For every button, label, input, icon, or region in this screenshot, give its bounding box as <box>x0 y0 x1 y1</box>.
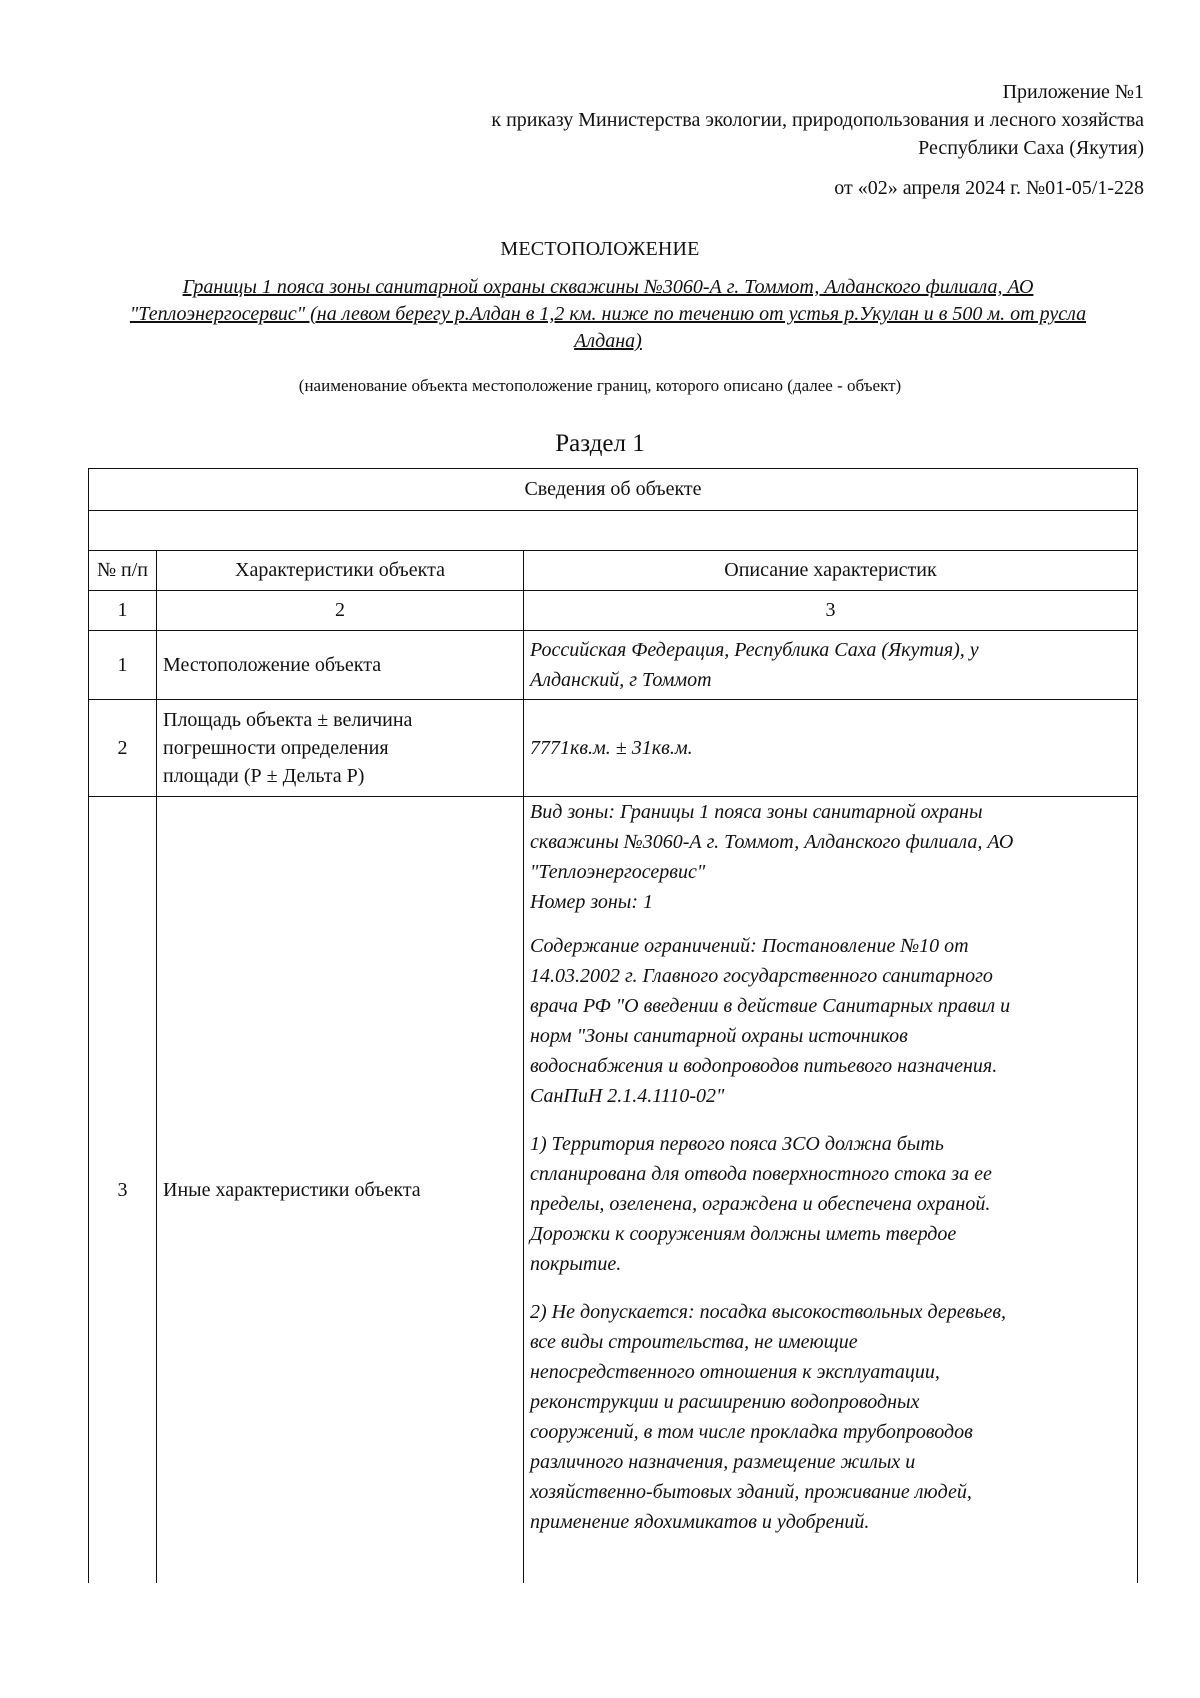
characteristic-line: площади (Р ± Дельта Р) <box>163 765 365 787</box>
description-line: СанПиН 2.1.4.1110-02" <box>530 1085 725 1107</box>
order-header <box>244 78 1144 202</box>
table-blank-row <box>89 511 1138 551</box>
table-row <box>89 631 1138 700</box>
description-line: применение ядохимикатов и удобрений. <box>530 1511 870 1533</box>
description-line: пределы, озеленена, ограждена и обеспечена охраной. <box>530 1193 991 1215</box>
row-description <box>524 631 1138 700</box>
description-line: хозяйственно-бытовых зданий, проживание людей, <box>530 1481 972 1503</box>
object-info-table <box>88 468 1138 1583</box>
row-characteristic: Местоположение объекта <box>157 631 524 700</box>
appendix-label: Приложение №1 <box>1002 81 1144 103</box>
document-title: МЕСТОПОЛОЖЕНИЕ <box>500 238 700 260</box>
restrictions <box>530 931 1131 1111</box>
description-line: Содержание ограничений: Постановление №10 от <box>530 935 969 957</box>
section-title: Раздел 1 <box>555 430 645 457</box>
row-description <box>524 797 1138 1584</box>
object-name <box>78 274 1138 355</box>
row-characteristic: Иные характеристики объекта <box>157 797 524 1584</box>
description-line: спланирована для отвода поверхностного стока за ее <box>530 1163 992 1185</box>
row-description: 7771кв.м. ± 31кв.м. <box>524 700 1138 797</box>
column-index: 1 <box>89 591 157 631</box>
description-line: Вид зоны: Границы 1 пояса зоны санитарной охраны <box>530 801 983 823</box>
restriction-item-1 <box>530 1129 1131 1279</box>
description-line: водоснабжения и водопроводов питьевого назначения. <box>530 1055 998 1077</box>
description-line: "Теплоэнергосервис" <box>530 861 706 883</box>
description-line: Российская Федерация, Республика Саха (Якутия), у <box>530 639 979 661</box>
object-caption: (наименование объекта местоположение границ, которого описано (далее - объект) <box>298 376 902 395</box>
row-num: 3 <box>89 797 157 1584</box>
zone-number: Номер зоны: 1 <box>530 891 653 913</box>
object-name-line: Границы 1 пояса зоны санитарной охраны скважины №3060-А г. Томмот, Алданского филиала, АО <box>182 276 1034 298</box>
header-num: № п/п <box>89 551 157 591</box>
description-line: реконструкции и расширению водопроводных <box>530 1391 920 1413</box>
table-caption-row <box>89 469 1138 511</box>
characteristic-line: погрешности определения <box>163 737 389 759</box>
object-name-line: Алдана) <box>574 330 642 352</box>
column-index: 3 <box>524 591 1138 631</box>
description-line: 14.03.2002 г. Главного государственного санитарного <box>530 965 993 987</box>
order-date: от «02» апреля 2024 г. №01-05/1-228 <box>834 177 1144 199</box>
column-index-row <box>89 591 1138 631</box>
description-line: все виды строительства, не имеющие <box>530 1331 858 1353</box>
column-index: 2 <box>157 591 524 631</box>
row-num: 1 <box>89 631 157 700</box>
description-line: Дорожки к сооружениям должны иметь твердое <box>530 1223 957 1245</box>
description-line: покрытие. <box>530 1253 622 1275</box>
description-line: сооружений, в том числе прокладка трубопроводов <box>530 1421 973 1443</box>
description-line: врача РФ "О введении в действие Санитарных правил и <box>530 995 1011 1017</box>
description-line: скважины №3060-А г. Томмот, Алданского филиала, АО <box>530 831 1014 853</box>
description-line: норм "Зоны санитарной охраны источников <box>530 1025 908 1047</box>
zone-type <box>530 797 1131 887</box>
ministry-republic: Республики Саха (Якутия) <box>918 137 1144 159</box>
header-description: Описание характеристик <box>524 551 1138 591</box>
blank-cell <box>89 511 1138 551</box>
description-line: Алданский, г Томмот <box>530 669 712 691</box>
restriction-item-2 <box>530 1297 1131 1537</box>
table-row <box>89 797 1138 1584</box>
table-header-row <box>89 551 1138 591</box>
object-name-line: "Теплоэнергосервис" (на левом берегу р.Алдан в 1,2 км. ниже по течению от устья р.Укулан и в 500 м. от русла <box>129 303 1087 325</box>
row-characteristic <box>157 700 524 797</box>
description-line: различного назначения, размещение жилых и <box>530 1451 916 1473</box>
characteristic-line: Площадь объекта ± величина <box>163 709 413 731</box>
order-reference: к приказу Министерства экологии, природопользования и лесного хозяйства <box>491 109 1144 131</box>
description-line: 2) Не допускается: посадка высокоствольных деревьев, <box>530 1301 1006 1323</box>
description-line: 1) Территория первого пояса ЗСО должна быть <box>530 1133 944 1155</box>
table-caption: Сведения об объекте <box>89 469 1138 511</box>
header-characteristic: Характеристики объекта <box>157 551 524 591</box>
row-num: 2 <box>89 700 157 797</box>
description-line: непосредственного отношения к эксплуатации, <box>530 1361 940 1383</box>
table-row <box>89 700 1138 797</box>
